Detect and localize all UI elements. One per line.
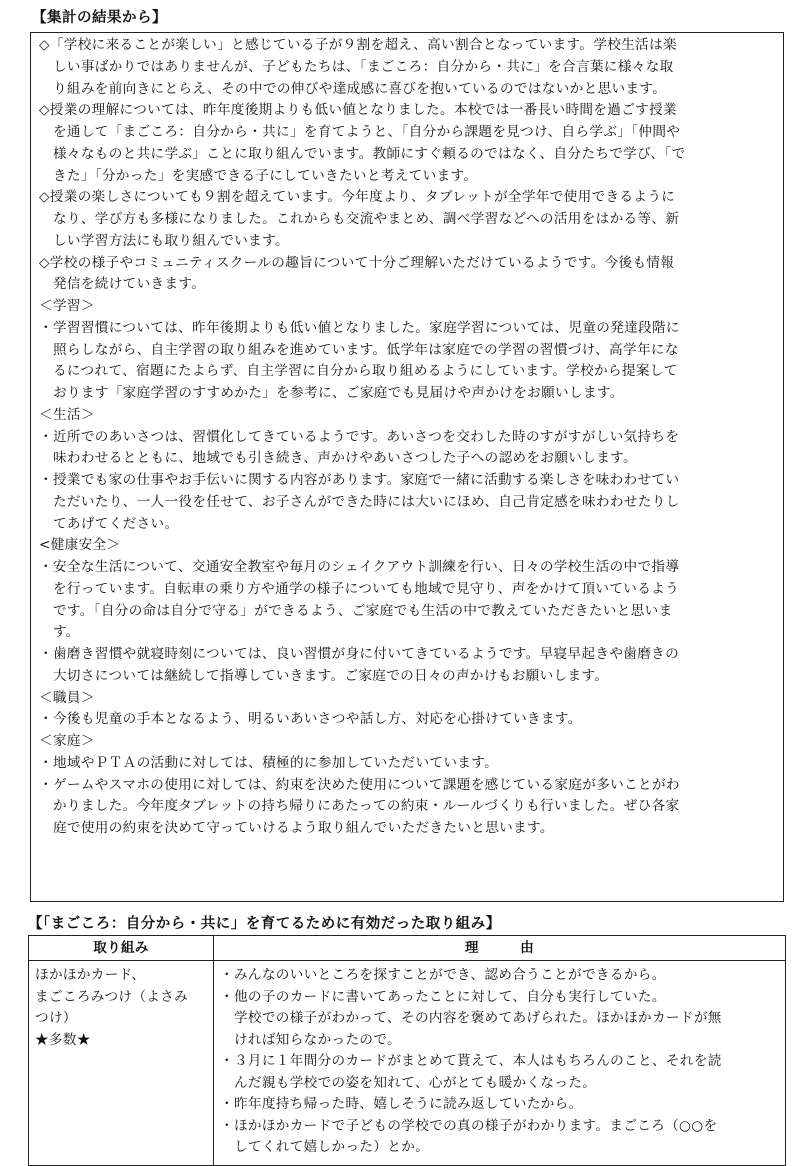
- text-line: おります「家庭学習のすすめかた」を参考に、ご家庭でも見届けや声かけをお願いします。: [39, 385, 624, 401]
- activity-line: ★多数★: [35, 1031, 91, 1048]
- text-line: ＜家庭＞: [39, 733, 95, 749]
- text-line: ・安全な生活について、交通安全教室や毎月のシェイクアウト訓練を行い、日々の学校生活の中で指導: [39, 559, 680, 575]
- text-line: 様々なものと共に学ぶ」ことに取り組んでいます。教師にすぐ頼るのではなく、自分たちで学び、「で: [39, 145, 686, 162]
- text-line: 照らしながら、自主学習の取り組みを進めています。低学年は家庭での学習の習慣づけ、高学年にな: [39, 341, 679, 358]
- text-line: ◇「学校に来ることが楽しい」と感じている子が９割を超え、高い割合となっています。学校生活は楽: [39, 37, 677, 53]
- reason-cell: [214, 961, 786, 1166]
- reason-line: んだ親も学校での姿を知れて、心がとても暖かくなった。: [220, 1074, 597, 1091]
- text-line: ・今後も児童の手本となるよう、明るいあいさつや話し方、対応を心掛けていきます。: [39, 711, 582, 728]
- reason-line: ・他の子のカードに書いてあったことに対して、自分も実行していた。: [220, 988, 666, 1005]
- reason-column-header: 理 由: [214, 936, 786, 961]
- table-row: [29, 961, 786, 1166]
- results-heading: 【集計の結果から】: [32, 10, 167, 26]
- text-line: ・授業でも家の仕事やお手伝いに関する内容があります。家庭で一緒に活動する楽しさを味わわせてい: [39, 472, 680, 488]
- text-line: す。: [39, 624, 80, 641]
- text-line: きた」「分かった」を実感できる子にしていきたいと考えています。: [39, 167, 478, 184]
- activity-column-header: 取り組み: [29, 936, 214, 961]
- text-line: ・地域やＰＴＡの活動に対しては、積極的に参加していただいています。: [39, 754, 499, 771]
- text-line: ただいたり、一人一役を任せて、お子さんができた時には大いにほめ、自己肯定感を味わわせたりし: [39, 493, 680, 510]
- text-line: ＜職員＞: [39, 689, 95, 706]
- text-line: ◇授業の理解については、昨年度後期よりも低い値となりました。本校では一番長い時間を過ごす授業: [39, 102, 677, 119]
- text-line: を通して「まごころ：自分から・共に」を育てようと、「自分から課題を見つけ、自ら学ぶ」「仲間や: [39, 124, 681, 140]
- text-line: ＜生活＞: [39, 406, 95, 423]
- text-line: 庭で使用の約束を決めて守っていけるよう取り組んでいただきたいと思います。: [39, 820, 554, 836]
- reason-line: してくれて嬉しかった）とか。: [220, 1139, 430, 1155]
- text-line: <健康安全＞: [39, 537, 121, 554]
- text-line: ・学習習慣については、昨年後期よりも低い値となりました。家庭学習については、児童の発達段階に: [39, 319, 680, 336]
- effective-activities-heading: 【「まごころ：自分から・共に」を育てるために有効だった取り組み】: [28, 916, 501, 932]
- text-line: です。「自分の命は自分で守る」ができるよう、ご家庭でも生活の中で教えていただきたいと思いま: [39, 602, 673, 619]
- text-line: ＜学習＞: [39, 298, 95, 314]
- text-line: り組みを前向きにとらえ、その中での伸びや達成感に喜びを抱いているのではないかと思います。: [39, 80, 667, 97]
- activities-table: [28, 935, 786, 1166]
- text-line: てあげてください。: [39, 515, 179, 532]
- text-line: ・ゲームやスマホの使用に対しては、約束を決めた使用について課題を感じている家庭が多いことがわ: [39, 776, 680, 793]
- text-line: 大切さについては継続して指導していきます。ご家庭での日々の声かけもお願いします。: [39, 667, 609, 684]
- activity-line: まごころみつけ（よさみ: [35, 988, 189, 1005]
- text-line: しい学習方法にも取り組んでいます。: [39, 232, 289, 249]
- reason-line: ・ほかほかカードで子どもの学校での真の様子がわかります。まごころ（○○を: [220, 1117, 718, 1134]
- reason-line: 学校での様子がわかって、その内容を褒めてあげられた。ほかほかカードが無: [220, 1010, 722, 1026]
- activity-cell: [29, 961, 214, 1166]
- text-line: ◇授業の楽しさについても９割を超えています。今年度より、タブレットが全学年で使用できるように: [39, 189, 676, 206]
- results-box: [30, 32, 784, 902]
- table-header-row: [29, 936, 786, 961]
- text-line: ・近所でのあいさつは、習慣化してきているようです。あいさつを交わした時のすがすがしい気持ちを: [39, 428, 680, 445]
- reason-line: ・３月に１年間分のカードがまとめて貰えて、本人はもちろんのこと、それを読: [220, 1053, 722, 1069]
- text-line: るにつれて、宿題にたよらず、自主学習に自分から取り組めるようにしています。学校から提案して: [39, 363, 678, 380]
- text-line: 味わわせるとともに、地域でも引き続き、声かけやあいさつした子への認めをお願いします。: [39, 450, 637, 467]
- text-line: ・歯磨き習慣や就寝時刻については、良い習慣が身に付いてきているようです。早寝早起きや歯磨きの: [39, 646, 680, 662]
- reason-line: ければ知らなかったので。: [220, 1031, 401, 1048]
- text-line: 発信を続けていきます。: [39, 276, 206, 293]
- activity-line: ほかほかカード、: [35, 967, 146, 983]
- text-line: しい事ばかりではありませんが、子どもたちは、「まごころ：自分から・共に」を合言葉に様々な取: [39, 58, 674, 75]
- text-line: ◇学校の様子やコミュニティスクールの趣旨について十分ご理解いただけているようです。今後も情報: [39, 254, 675, 271]
- reason-line: ・昨年度持ち帰った時、嬉しそうに読み返していたから。: [220, 1096, 583, 1112]
- text-line: かりました。今年度タブレットの持ち帰りにあたっての約束・ルールづくりも行いました。ぜひ各家: [39, 798, 680, 815]
- reason-line: ・みんなのいいところを探すことができ、認め合うことができるから。: [220, 967, 666, 983]
- activity-line: つけ）: [35, 1010, 77, 1026]
- text-line: なり、学び方も多様になりました。これからも交流やまとめ、調べ学習などへの活用をはかる等、新: [39, 211, 680, 227]
- text-line: を行っています。自転車の乗り方や通学の様子についても地域で見守り、声をかけて頂いているよう: [39, 580, 680, 597]
